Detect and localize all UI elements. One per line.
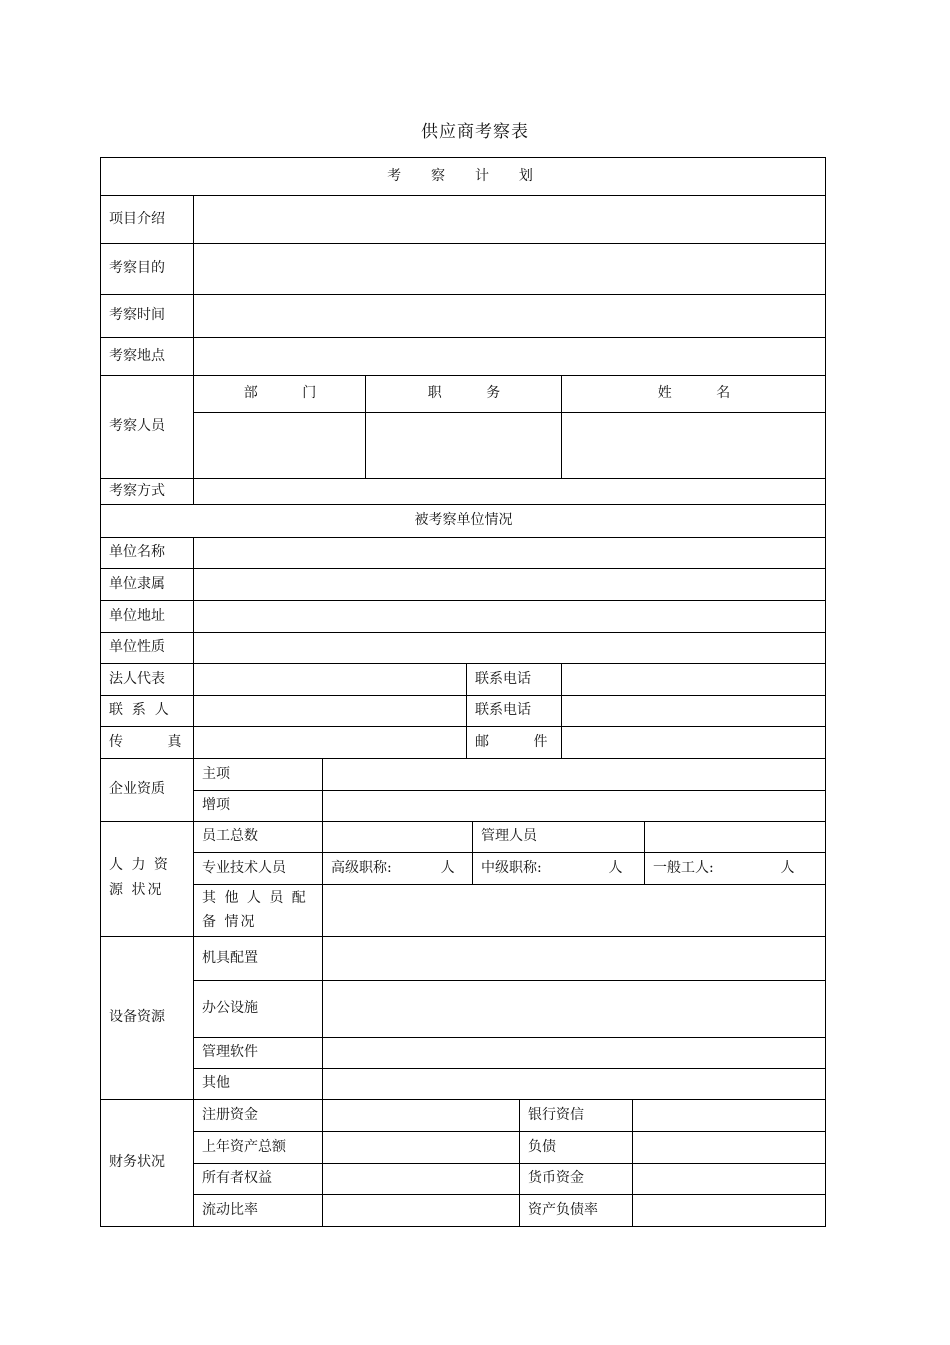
personnel-department-header: 部 门 [243,385,317,402]
monetary-funds-label: 货币资金 [528,1170,584,1187]
managers-input[interactable] [644,821,826,853]
monetary-funds-input[interactable] [632,1163,826,1195]
fax-input[interactable] [193,726,467,759]
personnel-name-input[interactable] [561,412,826,479]
project-intro-label: 项目介绍 [109,210,165,227]
equipment-other-label: 其他 [202,1075,230,1092]
mail-input[interactable] [561,726,826,759]
qualification-additional-input[interactable] [322,790,826,822]
other-staff-label: 其 他 人 员 配 备 情况 [202,890,308,930]
fax-label: 传 真 [109,733,182,750]
equipment-machinery-input[interactable] [322,936,826,981]
method-input[interactable] [193,478,826,505]
hr-label: 人 力 资 源 状况 [109,857,170,898]
contact-person-label: 联 系 人 [109,702,169,719]
qualification-additional-label: 增项 [202,797,230,814]
unit-address-input[interactable] [193,600,826,633]
qualification-label: 企业资质 [109,781,165,798]
contact-phone-2-input[interactable] [561,695,826,727]
contact-phone-1-input[interactable] [561,663,826,696]
location-label: 考察地点 [109,347,165,364]
purpose-input[interactable] [193,243,826,295]
qualification-main-input[interactable] [322,758,826,791]
personnel-position-header: 职 务 [427,385,501,402]
equipment-office-input[interactable] [322,980,826,1038]
location-input[interactable] [193,337,826,376]
managers-label: 管理人员 [481,828,537,845]
personnel-department-input[interactable] [193,412,366,479]
owners-equity-input[interactable] [322,1163,520,1195]
bank-credit-label: 银行资信 [528,1106,584,1123]
owners-equity-label: 所有者权益 [202,1170,272,1187]
liabilities-label: 负债 [528,1138,556,1155]
unit-affiliation-label: 单位隶属 [109,575,165,592]
registered-capital-label: 注册资金 [202,1106,258,1123]
total-assets-label: 上年资产总额 [202,1138,286,1155]
debt-ratio-label: 资产负债率 [528,1201,598,1218]
bank-credit-input[interactable] [632,1099,826,1132]
equipment-other-input[interactable] [322,1068,826,1100]
total-assets-input[interactable] [322,1131,520,1164]
contact-phone-2-label: 联系电话 [475,702,531,719]
finance-label: 财务状况 [109,1154,165,1171]
other-staff-input[interactable] [322,884,826,937]
personnel-name-header: 姓 名 [657,385,731,402]
supplier-heading: 被考察单位情况 [414,512,513,529]
unit-nature-input[interactable] [193,632,826,664]
total-staff-label: 员工总数 [202,828,258,845]
unit-name-input[interactable] [193,537,826,569]
plan-heading: 考 察 计 划 [387,167,540,184]
legal-rep-label: 法人代表 [109,670,165,687]
debt-ratio-input[interactable] [632,1194,826,1227]
contact-phone-1-label: 联系电话 [475,670,531,687]
qualification-main-label: 主项 [202,765,230,782]
equipment-office-label: 办公设施 [202,1000,258,1017]
intermediate-title-label: 中级职称: 人 [481,859,623,876]
mail-label: 邮 件 [475,733,548,750]
unit-name-label: 单位名称 [109,544,165,561]
method-label: 考察方式 [109,482,165,499]
time-label: 考察时间 [109,307,165,324]
personnel-label: 考察人员 [109,418,165,435]
form-title: 供应商考察表 [421,122,529,142]
registered-capital-input[interactable] [322,1099,520,1132]
general-worker-label: 一般工人: 人 [653,859,795,876]
current-ratio-input[interactable] [322,1194,520,1227]
personnel-position-input[interactable] [365,412,562,479]
contact-person-input[interactable] [193,695,467,727]
total-staff-input[interactable] [322,821,473,853]
purpose-label: 考察目的 [109,260,165,277]
current-ratio-label: 流动比率 [202,1201,258,1218]
legal-rep-input[interactable] [193,663,467,696]
senior-title-label: 高级职称: 人 [331,859,455,876]
unit-address-label: 单位地址 [109,607,165,624]
unit-affiliation-input[interactable] [193,568,826,601]
unit-nature-label: 单位性质 [109,639,165,656]
time-input[interactable] [193,294,826,338]
project-intro-input[interactable] [193,195,826,244]
equipment-machinery-label: 机具配置 [202,949,258,966]
technical-label: 专业技术人员 [202,859,286,876]
equipment-label: 设备资源 [109,1009,165,1026]
equipment-software-label: 管理软件 [202,1044,258,1061]
liabilities-input[interactable] [632,1131,826,1164]
equipment-software-input[interactable] [322,1037,826,1069]
